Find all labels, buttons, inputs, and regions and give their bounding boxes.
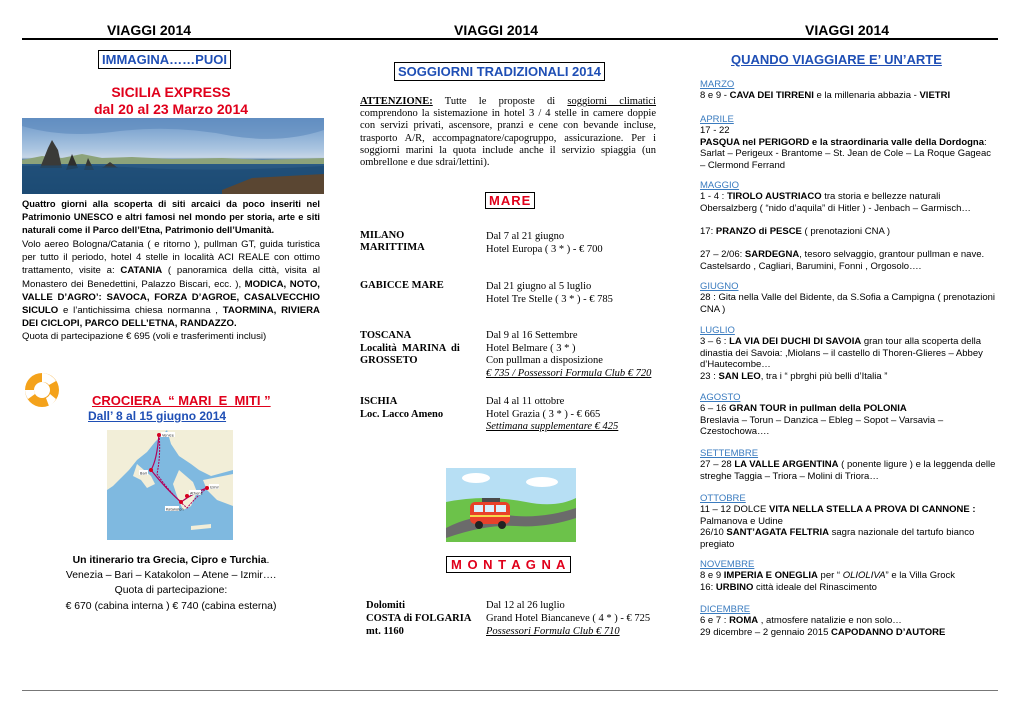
mare-detail-2 — [486, 330, 651, 380]
month-dicembre: DICEMBRE — [700, 604, 751, 615]
attention-paragraph — [360, 96, 656, 169]
month-agosto: AGOSTO — [700, 392, 741, 403]
events-dicembre: 6 e 7 : ROMA , atmosfere natalizie e non solo… 29 dicembre – 2 gennaio 2015 CAPODANNO D’AUTORE — [700, 615, 946, 638]
footer-rule — [22, 690, 998, 691]
section-title-soggiorni: SOGGIORNI TRADIZIONALI 2014 — [394, 62, 605, 81]
sicilia-title: SICILIA EXPRESS — [111, 84, 231, 100]
header-col2: VIAGGI 2014 — [454, 22, 539, 38]
month-maggio: MAGGIO — [700, 180, 740, 191]
sicilia-body-2: ( panoramica della città, visita al Monastero dei Benedettini, Palazzo Biscari, ecc. ), — [22, 265, 320, 290]
sicilia-dates: dal 20 al 23 Marzo 2014 — [93, 101, 249, 117]
events-maggio: 1 - 4 : TIROLO AUSTRIACO tra storia e bellezze naturali Obersalzberg ( “nido d’aquila” di Hitler ) - Jenbach – Garmisch… 17: PRANZO di PESCE ( prenotazioni CNA ) 27 – 2/06: SARDEGNA, tesoro selvaggio, grantour pullman e nave. Castelsardo , Cagliari, Barumini, Fonni , Orgosolo…. — [700, 191, 985, 272]
sicilia-body-1: Volo aereo Bologna/Catania ( e ritorno ), pullman GT, guida turistica per tutto il periodo, hotel 4 stelle in località ACI REALE con ottimo trattamento, visite a: — [22, 239, 320, 277]
events-settembre: 27 – 28 LA VALLE ARGENTINA ( ponente ligure ) e la leggenda delle streghe Taggia – Triora – Molini di Triora… — [700, 459, 996, 482]
month-luglio: LUGLIO — [700, 325, 735, 336]
mare-line: Dal 7 al 21 giugno — [486, 231, 565, 242]
mare-line: Dal 9 al 16 Settembre — [486, 330, 578, 341]
header-col1: VIAGGI 2014 — [107, 22, 192, 38]
mare-detail-0 — [486, 230, 603, 256]
montagna-line: Possessori Formula Club € 710 — [486, 625, 620, 637]
month-aprile: APRILE — [700, 114, 734, 125]
attention-label: ATTENZIONE: — [360, 96, 433, 107]
events-giugno: 28 : Gita nella Valle del Bidente, da S.Sofia a Campigna ( prenotazioni CNA ) — [700, 292, 996, 315]
crociera-desc-dot: . — [266, 555, 270, 566]
header-col3: VIAGGI 2014 — [805, 22, 890, 38]
mare-place-3: ISCHIA Loc. Lacco Ameno — [360, 396, 444, 420]
mare-line: Dal 4 al 11 ottobre — [486, 396, 565, 407]
sicilia-intro: Quattro giorni alla scoperta di siti arcaici da poco inseriti nel Patrimonio UNESCO e altri famosi nel mondo per storia, arte e siti naturali come il Parco dell’Etna, Patrimonio dell’Umanità. — [22, 199, 320, 236]
attention-link: soggiorni climatici — [567, 96, 657, 107]
mare-line: Hotel Europa ( 3 * ) - € 700 — [486, 244, 603, 255]
map-label-katakolon: Katakolon — [166, 507, 184, 512]
crociera-route: Venezia – Bari – Katakolon – Atene – Izmir…. — [65, 570, 277, 582]
events-ottobre: 11 – 12 DOLCE VITA NELLA STELLA A PROVA DI CANNONE : Palmanova e Udine 26/10 SANT’AGATA FELTRIA sagra nazionale del tartufo bianco pregiato — [700, 504, 976, 550]
mare-detail-1 — [486, 280, 613, 306]
cruise-map — [107, 430, 233, 540]
mare-line: € 735 / Possessori Formula Club € 720 — [486, 367, 652, 379]
mare-line: Settimana supplementare € 425 — [486, 421, 619, 433]
crociera-description — [22, 553, 320, 614]
map-label-venice: Venice — [162, 433, 174, 438]
crociera-dates: Dall’ 8 al 15 giugno 2014 — [88, 409, 227, 423]
montagna-line: Grand Hotel Biancaneve ( 4 * ) - € 725 — [486, 612, 651, 624]
mare-line: Dal 21 giugno al 5 luglio — [486, 281, 592, 292]
section-title-quando: QUANDO VIAGGIARE E’ UN’ARTE — [731, 52, 942, 67]
sicilia-price: Quota di partecipazione € 695 (voli e trasferimenti inclusi) — [22, 331, 267, 343]
events-novembre: 8 e 9 IMPERIA E ONEGLIA per “ OLIOLIVA” e la Villa Grock 16: URBINO città ideale del Rinascimento — [700, 570, 956, 593]
mare-line: Hotel Belmare ( 3 * ) — [486, 342, 576, 354]
mare-line: Con pullman a disposizione — [486, 355, 603, 367]
events-luglio: 3 – 6 : LA VIA DEI DUCHI DI SAVOIA gran tour alla scoperta della dinastia dei Savoia: ,Miolans – il castello di Thoren-Glieres – Abbey d’Hautecombe… 23 : SAN LEO, tra i “ pbrghi più belli d’Italia ” — [700, 336, 983, 382]
sicilia-catania: CATANIA — [120, 265, 163, 277]
events-agosto: 6 – 16 GRAN TOUR in pullman della POLONIA Breslavia – Torun – Danzica – Ebleg – Sopot – Varsavia – Czestochowa…. — [700, 403, 944, 438]
month-marzo: MARZO — [700, 79, 735, 90]
sicilia-places-2: TAORMINA, RIVIERA DEI CICLOPI, PARCO DELL’ETNA, RANDAZZO. — [22, 305, 320, 330]
map-label-athens: Athens — [190, 491, 203, 496]
crociera-quota: Quota di partecipazione: — [114, 585, 228, 597]
crociera-title: CROCIERA “ MARI E MITI ” — [92, 393, 271, 408]
month-settembre: SETTEMBRE — [700, 448, 759, 459]
sicilia-places: MODICA, NOTO, VALLE D’AGRO’: SAVOCA, FORZA D’AGROE, CASALVECCHIO SICULO — [22, 278, 320, 317]
map-label-izmir: Izmir — [210, 485, 219, 490]
crociera-desc-title: Un itinerario tra Grecia, Cipro e Turchia — [72, 555, 267, 566]
mare-place-2: TOSCANA Località MARINA di GROSSETO — [360, 330, 460, 367]
header-rule — [22, 38, 998, 40]
sicilia-body-3: e l’antichissima chiesa normanna , — [63, 305, 218, 317]
lifebuoy-icon — [22, 370, 66, 410]
events-marzo: 8 e 9 - CAVA DEI TIRRENI e la millenaria abbazia - VIETRI — [700, 90, 951, 101]
map-label-bari: Bari — [140, 471, 148, 476]
mare-detail-3 — [486, 396, 618, 434]
month-ottobre: OTTOBRE — [700, 493, 746, 504]
section-title-immagina: IMMAGINA……PUOI — [98, 50, 231, 69]
mare-title: MARE — [485, 192, 535, 209]
sicilia-photo — [22, 118, 324, 194]
sicilia-body — [22, 238, 320, 344]
crociera-price: € 670 (cabina interna ) € 740 (cabina esterna) — [65, 600, 277, 612]
attention-text-2: comprendono la sistemazione in hotel 3 / 4 stelle in camere doppie con servizi privati, ascensore, pranzi e cene con bevande incluse, trasporto A/R, accompagnatore/capogruppo, assicurazione. Per i soggiorni marini la quota include anche il servizio spiaggia (un ombrellone e due sdrai/lettini). — [360, 108, 656, 169]
attention-text-1: Tutte le proposte di — [444, 96, 556, 107]
mare-line: Hotel Tre Stelle ( 3 * ) - € 785 — [486, 294, 613, 305]
mare-place-0: MILANO MARITTIMA — [360, 230, 425, 254]
month-novembre: NOVEMBRE — [700, 559, 755, 570]
montagna-title: M O N T A G N A — [446, 556, 571, 573]
montagna-detail — [486, 600, 650, 638]
montagna-line: Dal 12 al 26 luglio — [486, 600, 565, 611]
bus-illustration — [446, 468, 576, 542]
events-aprile: 17 - 22 PASQUA nel PERIGORD e la straordinaria valle della Dordogna: Sarlat – Perigeux - Brantome – St. Jean de Cole – La Roque Gageac – Clermond Ferrand — [700, 125, 991, 171]
montagna-place: Dolomiti COSTA di FOLGARIA mt. 1160 — [366, 600, 472, 637]
month-giugno: GIUGNO — [700, 281, 739, 292]
mare-line: Hotel Grazia ( 3 * ) - € 665 — [486, 408, 601, 420]
mare-place-1: GABICCE MARE — [360, 280, 444, 291]
